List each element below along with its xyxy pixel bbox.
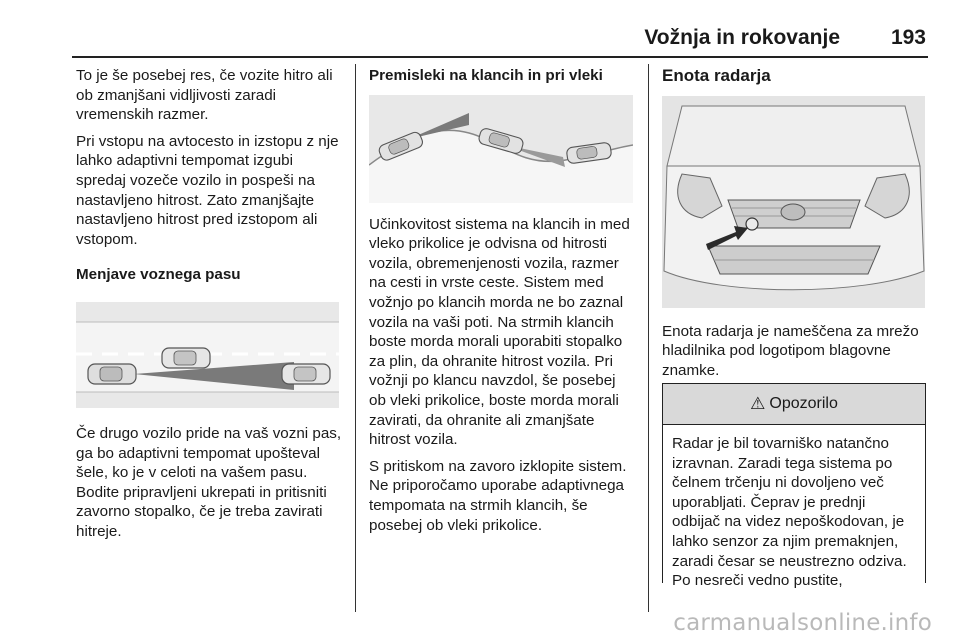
radar-unit-illustration [662, 96, 925, 308]
column-3 [662, 66, 928, 387]
warning-triangle-icon: ⚠ [750, 394, 766, 413]
column-2 [369, 66, 635, 542]
paragraph: Učinkovitost sistema na klancih in med vleko prikolice je odvisna od hitrosti vozila, obremenjenosti vozila, razmer na cesti in vrste ceste. Sistem med vožnjo po klancih morda ne bo zaznal vozila na vaši poti. Na strmih klancih boste morda morali uporabiti stopalko za plin, da ohranite hitrost vozila. Pri vožnji po klancu navzdol, še posebej ob vleki prikolice, boste morda morali zavirati, da ohranite ali zmanjšate hitrost vozila. [369, 215, 630, 449]
car-ahead [282, 364, 330, 384]
page-header [72, 22, 928, 58]
section-heading: Enota radarja [662, 66, 771, 85]
radar-sensor [746, 218, 758, 230]
column-divider-2 [648, 64, 649, 612]
hill-driving-illustration [369, 95, 633, 203]
paragraph: To je še posebej res, če vozite hitro ali ob zmanjšani vidljivosti zaradi vremenskih razmer. [76, 67, 333, 124]
car-merging [162, 348, 210, 368]
watermark: carmanualsonline.info [673, 610, 932, 636]
paragraph: S pritiskom na zavoro izklopite sistem. Ne priporočamo uporabe adaptivnega tempomata na strmih klancih, še posebej ob vleki prikolice. [369, 457, 627, 534]
section-heading: Menjave voznega pasu [76, 266, 241, 284]
page-number: 193 [890, 26, 926, 49]
paragraph: Enota radarja je nameščena za mrežo hladilnika pod logotipom blagovne znamke. [662, 322, 919, 379]
section-heading: Premisleki na klancih in pri vleki [369, 67, 603, 84]
car-own [88, 364, 136, 384]
page-title: Vožnja in rokovanje [644, 26, 840, 49]
paragraph: Če drugo vozilo pride na vaš vozni pas, ga bo adaptivni tempomat upošteval šele, ko je v celoti na vašem pasu. Bodite pripravljeni ukrepati in pritisniti zavorno stopalko, če je treba zavirati hitreje. [76, 424, 342, 540]
warning-header [663, 384, 925, 425]
column-1 [76, 66, 346, 549]
warning-box [662, 383, 926, 590]
column-divider-1 [355, 64, 356, 612]
paragraph: Pri vstopu na avtocesto in izstopu z nje lahko adaptivni tempomat izgubi spredaj vozeče vozilo in pospeši na nastavljeno hitrost. Zato zmanjšajte nastavljeno hitrost pred izstopom ali vstopom. [76, 132, 339, 248]
warning-title: Opozorilo [769, 395, 838, 412]
warning-text: Radar je bil tovarniško natančno izravnan. Zaradi tega sistema po čelnem trčenju ni dovoljeno več uporabljati. Čeprav je prednji odbijač na videz nepoškodovan, je lahko senzor za njim premaknjen, zaradi česar se neustrezno odziva. Po nesreči vedno pustite, [672, 435, 907, 590]
lane-change-illustration [76, 302, 339, 408]
